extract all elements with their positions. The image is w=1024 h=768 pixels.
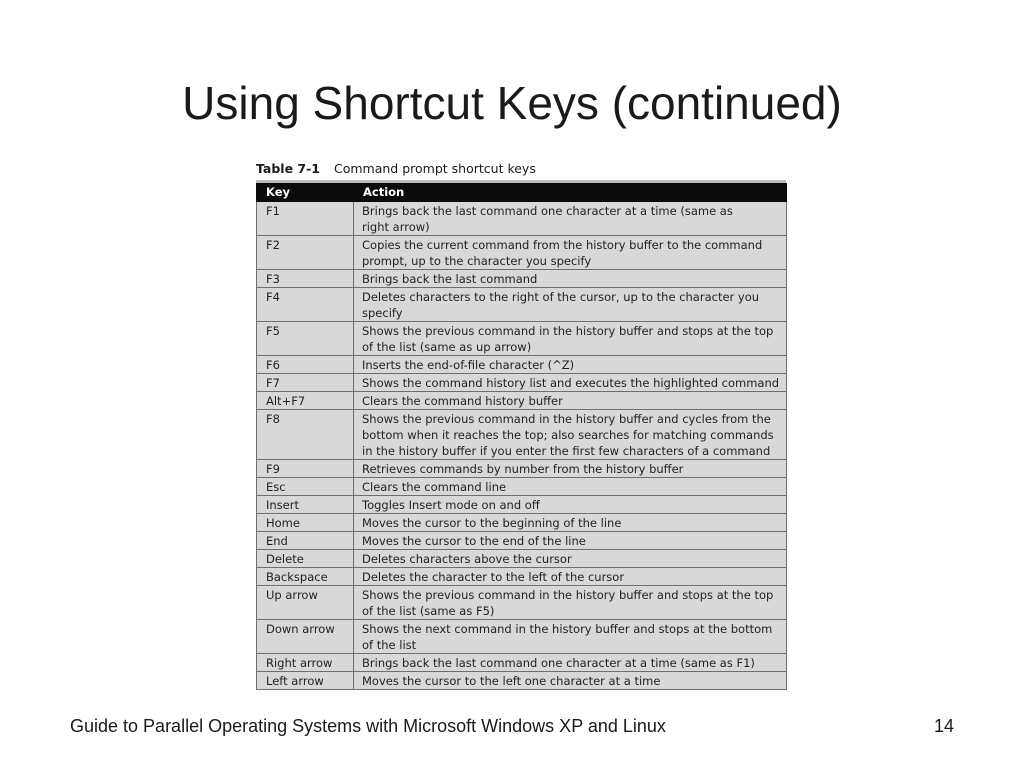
action-line: Moves the cursor to the beginning of the line <box>362 516 622 530</box>
column-header-key: Key <box>257 184 354 202</box>
action-cell <box>354 496 787 514</box>
table-row <box>257 392 787 410</box>
key-cell: Up arrow <box>257 586 354 620</box>
action-line: Clears the command history buffer <box>362 394 563 408</box>
table-row <box>257 356 787 374</box>
key-cell: F3 <box>257 270 354 288</box>
table-caption <box>256 158 786 180</box>
table-row <box>257 568 787 586</box>
action-cell <box>354 236 787 270</box>
key-cell: F9 <box>257 460 354 478</box>
action-line: right arrow) <box>362 220 430 234</box>
action-line: Clears the command line <box>362 480 507 494</box>
action-line: of the list (same as up arrow) <box>362 340 532 354</box>
key-cell: Alt+F7 <box>257 392 354 410</box>
table-row <box>257 322 787 356</box>
action-line: Toggles Insert mode on and off <box>362 498 540 512</box>
key-cell: Down arrow <box>257 620 354 654</box>
action-line: Shows the command history list and executes the highlighted command <box>362 376 780 390</box>
key-cell: F8 <box>257 410 354 460</box>
footer-text: Guide to Parallel Operating Systems with Microsoft Windows XP and Linux <box>70 716 666 736</box>
action-cell <box>354 532 787 550</box>
action-line: bottom when it reaches the top; also searches for matching commands <box>362 428 774 442</box>
action-line: Deletes characters above the cursor <box>362 552 572 566</box>
key-cell: Right arrow <box>257 654 354 672</box>
table-number: Table 7-1 <box>256 161 320 176</box>
action-cell <box>354 672 787 690</box>
action-line: of the list <box>362 638 417 652</box>
action-cell <box>354 374 787 392</box>
key-cell: F5 <box>257 322 354 356</box>
table-row <box>257 672 787 690</box>
page-number: 14 <box>933 716 954 736</box>
action-line: Shows the next command in the history buffer and stops at the bottom <box>362 622 773 636</box>
action-line: in the history buffer if you enter the first few characters of a command <box>362 444 771 458</box>
table-row <box>257 410 787 460</box>
action-line: Retrieves commands by number from the history buffer <box>362 462 684 476</box>
table-header-row <box>257 184 787 202</box>
key-cell: End <box>257 532 354 550</box>
table-row <box>257 236 787 270</box>
table-row <box>257 374 787 392</box>
key-cell: F7 <box>257 374 354 392</box>
action-line: Deletes characters to the right of the cursor, up to the character you <box>362 290 760 304</box>
action-line: Deletes the character to the left of the cursor <box>362 570 625 584</box>
action-line: prompt, up to the character you specify <box>362 254 592 268</box>
key-cell: Delete <box>257 550 354 568</box>
key-cell: Home <box>257 514 354 532</box>
table-row <box>257 202 787 236</box>
action-cell <box>354 270 787 288</box>
key-cell: Esc <box>257 478 354 496</box>
table-row <box>257 460 787 478</box>
slide-title: Using Shortcut Keys (continued) <box>182 77 842 129</box>
action-cell <box>354 478 787 496</box>
key-cell: Insert <box>257 496 354 514</box>
table-row <box>257 586 787 620</box>
action-line: Moves the cursor to the left one character at a time <box>362 674 661 688</box>
action-cell <box>354 356 787 374</box>
table-row <box>257 654 787 672</box>
action-line: Inserts the end-of-file character (^Z) <box>362 358 575 372</box>
key-cell: F2 <box>257 236 354 270</box>
table-row <box>257 496 787 514</box>
table-caption-text: Command prompt shortcut keys <box>334 161 536 176</box>
action-cell <box>354 392 787 410</box>
table-row <box>257 532 787 550</box>
action-line: Brings back the last command <box>362 272 538 286</box>
action-cell <box>354 288 787 322</box>
action-line: of the list (same as F5) <box>362 604 495 618</box>
action-line: specify <box>362 306 403 320</box>
key-cell: F1 <box>257 202 354 236</box>
key-cell: F6 <box>257 356 354 374</box>
action-cell <box>354 550 787 568</box>
action-line: Brings back the last command one character at a time (same as F1) <box>362 656 755 670</box>
table-body <box>257 202 787 690</box>
key-cell: F4 <box>257 288 354 322</box>
action-line: Shows the previous command in the history buffer and cycles from the <box>362 412 771 426</box>
action-cell <box>354 568 787 586</box>
action-cell <box>354 586 787 620</box>
column-header-action: Action <box>354 184 787 202</box>
table-row <box>257 620 787 654</box>
action-cell <box>354 514 787 532</box>
table-row <box>257 288 787 322</box>
key-cell: Left arrow <box>257 672 354 690</box>
shortcut-keys-table <box>256 183 787 690</box>
action-line: Shows the previous command in the history buffer and stops at the top <box>362 324 774 338</box>
action-line: Brings back the last command one character at a time (same as <box>362 204 733 218</box>
action-cell <box>354 322 787 356</box>
action-cell <box>354 654 787 672</box>
key-cell: Backspace <box>257 568 354 586</box>
action-line: Shows the previous command in the history buffer and stops at the top <box>362 588 774 602</box>
table-row <box>257 270 787 288</box>
action-cell <box>354 460 787 478</box>
table-row <box>257 550 787 568</box>
table-row <box>257 478 787 496</box>
action-cell <box>354 410 787 460</box>
action-cell <box>354 620 787 654</box>
table-row <box>257 514 787 532</box>
action-line: Moves the cursor to the end of the line <box>362 534 586 548</box>
action-line: Copies the current command from the history buffer to the command <box>362 238 763 252</box>
table-figure <box>256 158 786 690</box>
action-cell <box>354 202 787 236</box>
